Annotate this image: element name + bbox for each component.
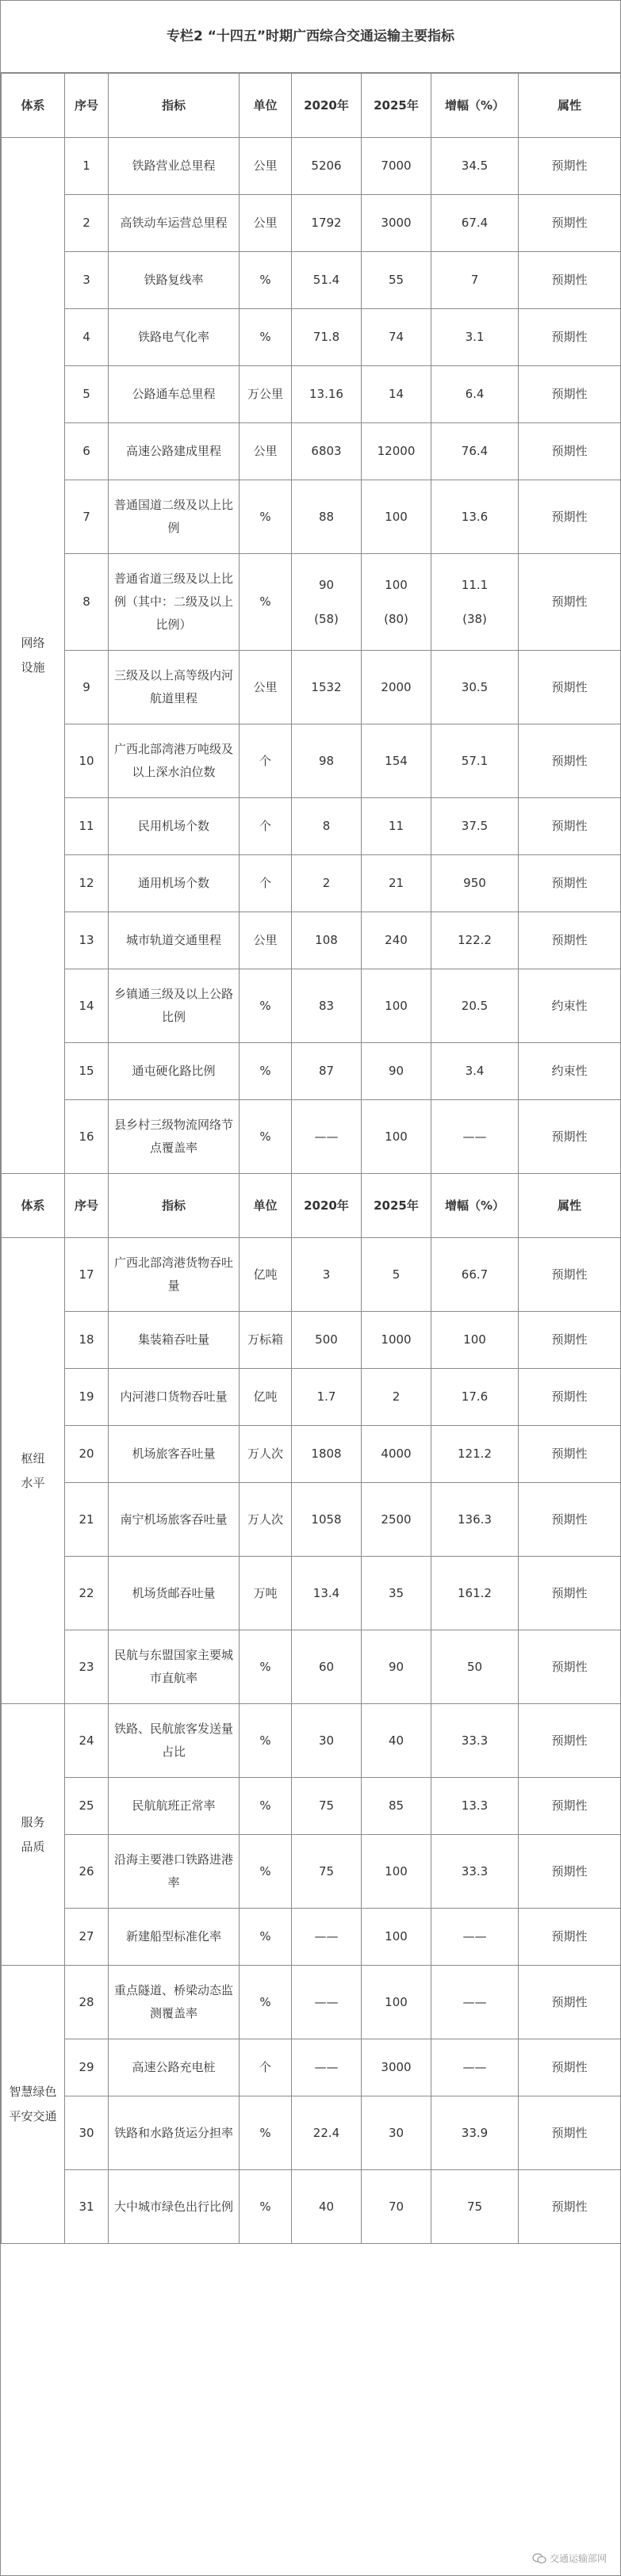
- column-header: 2025年: [362, 74, 431, 138]
- growth-percent: 3.1: [431, 309, 519, 366]
- category-label: 枢纽: [21, 1450, 45, 1466]
- indicator-attribute: 预期性: [519, 651, 621, 724]
- value-2020: 1792: [292, 195, 362, 252]
- category-cell: [2, 1238, 65, 1704]
- unit: 公里: [240, 195, 292, 252]
- unit: %: [240, 1630, 292, 1704]
- category-cell: [2, 1966, 65, 2244]
- value-2020: ——: [292, 2039, 362, 2096]
- indicator-name: 民用机场个数: [109, 798, 240, 855]
- value-2020: 98: [292, 724, 362, 798]
- value-2025: 74: [362, 309, 431, 366]
- table-row: [2, 1909, 621, 1966]
- watermark: [532, 2551, 607, 2565]
- indicator-attribute: 预期性: [519, 855, 621, 912]
- growth-percent: ——: [431, 2039, 519, 2096]
- row-number: 8: [65, 554, 109, 651]
- indicator-name: 大中城市绿色出行比例: [109, 2170, 240, 2244]
- value-2025: 30: [362, 2096, 431, 2170]
- category-label: 设施: [21, 660, 45, 675]
- indicator-attribute: 预期性: [519, 2170, 621, 2244]
- unit: 个: [240, 724, 292, 798]
- row-number: 30: [65, 2096, 109, 2170]
- category-label: 智慧绿色: [9, 2085, 57, 2099]
- value-2020: 60: [292, 1630, 362, 1704]
- growth-percent: 57.1: [431, 724, 519, 798]
- category-label: 水平: [21, 1475, 45, 1490]
- table-row: [2, 252, 621, 309]
- table-row: [2, 1778, 621, 1835]
- indicator-attribute: 预期性: [519, 1778, 621, 1835]
- value-2025: 3000: [362, 2039, 431, 2096]
- value-2025: 85: [362, 1778, 431, 1835]
- table-row: [2, 1312, 621, 1369]
- value-2025: 7000: [362, 138, 431, 195]
- row-number: 14: [65, 969, 109, 1043]
- indicator-attribute: 预期性: [519, 138, 621, 195]
- value-2025: 2500: [362, 1483, 431, 1557]
- row-number: 13: [65, 912, 109, 969]
- value-2025-line: (80): [384, 611, 408, 626]
- indicator-name: 铁路复线率: [109, 252, 240, 309]
- unit: %: [240, 2170, 292, 2244]
- row-number: 1: [65, 138, 109, 195]
- indicator-attribute: 预期性: [519, 309, 621, 366]
- growth-percent: 75: [431, 2170, 519, 2244]
- value-2020: 75: [292, 1778, 362, 1835]
- indicator-attribute: 预期性: [519, 366, 621, 423]
- unit: %: [240, 1043, 292, 1100]
- unit: %: [240, 252, 292, 309]
- indicator-attribute: 预期性: [519, 1426, 621, 1483]
- table-row: [2, 1966, 621, 2039]
- row-number: 16: [65, 1100, 109, 1174]
- growth-percent: 34.5: [431, 138, 519, 195]
- indicator-attribute: 预期性: [519, 423, 621, 480]
- indicator-name: 高速公路充电桩: [109, 2039, 240, 2096]
- value-2020: 500: [292, 1312, 362, 1369]
- row-number: 4: [65, 309, 109, 366]
- value-2025: 40: [362, 1704, 431, 1778]
- value-2020: 13.16: [292, 366, 362, 423]
- unit: 万标箱: [240, 1312, 292, 1369]
- indicator-name: 高速公路建成里程: [109, 423, 240, 480]
- indicator-table: [1, 73, 621, 2244]
- row-number: 9: [65, 651, 109, 724]
- unit: 个: [240, 798, 292, 855]
- growth-percent: 950: [431, 855, 519, 912]
- row-number: 31: [65, 2170, 109, 2244]
- value-2020: 6803: [292, 423, 362, 480]
- indicator-name: 机场旅客吞吐量: [109, 1426, 240, 1483]
- unit: 公里: [240, 138, 292, 195]
- indicator-attribute: 预期性: [519, 1704, 621, 1778]
- value-2020: 8: [292, 798, 362, 855]
- value-2020: 40: [292, 2170, 362, 2244]
- growth-percent: 161.2: [431, 1557, 519, 1630]
- chat-bubble-icon: [532, 2553, 546, 2564]
- table-row: [2, 1557, 621, 1630]
- value-2025: 2: [362, 1369, 431, 1426]
- indicator-name: 集装箱吞吐量: [109, 1312, 240, 1369]
- growth-percent-line: 11.1: [461, 577, 489, 592]
- unit: 公里: [240, 651, 292, 724]
- growth-percent: 122.2: [431, 912, 519, 969]
- indicator-attribute: 预期性: [519, 1312, 621, 1369]
- unit: 万吨: [240, 1557, 292, 1630]
- value-2025: 70: [362, 2170, 431, 2244]
- growth-percent: 33.3: [431, 1704, 519, 1778]
- indicator-attribute: 预期性: [519, 1557, 621, 1630]
- value-2020: 88: [292, 480, 362, 554]
- unit: 个: [240, 855, 292, 912]
- value-2025: 14: [362, 366, 431, 423]
- column-header: 体系: [2, 1174, 65, 1238]
- growth-percent: 13.6: [431, 480, 519, 554]
- value-2025: 100: [362, 1835, 431, 1909]
- table-row: [2, 1238, 621, 1312]
- indicator-name: 民航航班正常率: [109, 1778, 240, 1835]
- indicator-attribute: 预期性: [519, 912, 621, 969]
- row-number: 26: [65, 1835, 109, 1909]
- column-header: 增幅（%）: [431, 74, 519, 138]
- value-2025: 11: [362, 798, 431, 855]
- table-row: [2, 912, 621, 969]
- growth-percent: 6.4: [431, 366, 519, 423]
- value-2020: 5206: [292, 138, 362, 195]
- growth-percent: 121.2: [431, 1426, 519, 1483]
- row-number: 29: [65, 2039, 109, 2096]
- table-row: [2, 195, 621, 252]
- table-row: [2, 724, 621, 798]
- table-row: [2, 366, 621, 423]
- table-row: [2, 2039, 621, 2096]
- indicator-name: 普通省道三级及以上比例（其中：二级及以上比例）: [109, 554, 240, 651]
- growth-percent: [431, 554, 519, 651]
- value-2025: 35: [362, 1557, 431, 1630]
- row-number: 17: [65, 1238, 109, 1312]
- indicator-name: 县乡村三级物流网络节点覆盖率: [109, 1100, 240, 1174]
- table-row: [2, 969, 621, 1043]
- value-2025: 100: [362, 969, 431, 1043]
- column-header: 指标: [109, 74, 240, 138]
- indicator-attribute: 预期性: [519, 554, 621, 651]
- table-row: [2, 1100, 621, 1174]
- row-number: 27: [65, 1909, 109, 1966]
- growth-percent: 17.6: [431, 1369, 519, 1426]
- value-2020: 87: [292, 1043, 362, 1100]
- indicator-attribute: 预期性: [519, 1630, 621, 1704]
- table-row: [2, 423, 621, 480]
- table-row: [2, 855, 621, 912]
- growth-percent: 66.7: [431, 1238, 519, 1312]
- growth-percent: 3.4: [431, 1043, 519, 1100]
- value-2020: 1532: [292, 651, 362, 724]
- value-2025: 3000: [362, 195, 431, 252]
- indicator-attribute: 预期性: [519, 1238, 621, 1312]
- unit: 亿吨: [240, 1369, 292, 1426]
- value-2020: 1.7: [292, 1369, 362, 1426]
- growth-percent: 7: [431, 252, 519, 309]
- indicator-attribute: 预期性: [519, 195, 621, 252]
- value-2020-line: (58): [314, 611, 339, 626]
- category-label: 品质: [21, 1839, 45, 1854]
- value-2025: 240: [362, 912, 431, 969]
- row-number: 28: [65, 1966, 109, 2039]
- unit: %: [240, 1966, 292, 2039]
- indicator-name: 铁路和水路货运分担率: [109, 2096, 240, 2170]
- indicator-attribute: 预期性: [519, 1483, 621, 1557]
- table-row: [2, 1630, 621, 1704]
- row-number: 20: [65, 1426, 109, 1483]
- table-row: [2, 1043, 621, 1100]
- column-header: 序号: [65, 1174, 109, 1238]
- indicator-name: 机场货邮吞吐量: [109, 1557, 240, 1630]
- indicator-name: 沿海主要港口铁路进港率: [109, 1835, 240, 1909]
- unit: %: [240, 1778, 292, 1835]
- value-2020: ——: [292, 1100, 362, 1174]
- row-number: 22: [65, 1557, 109, 1630]
- unit: %: [240, 1100, 292, 1174]
- value-2020-line: 90: [318, 577, 335, 592]
- value-2025: 90: [362, 1043, 431, 1100]
- row-number: 24: [65, 1704, 109, 1778]
- indicator-name: 重点隧道、桥梁动态监测覆盖率: [109, 1966, 240, 2039]
- value-2020: 13.4: [292, 1557, 362, 1630]
- unit: %: [240, 554, 292, 651]
- indicator-name: 南宁机场旅客吞吐量: [109, 1483, 240, 1557]
- value-2020: ——: [292, 1909, 362, 1966]
- unit: 公里: [240, 423, 292, 480]
- column-header: 指标: [109, 1174, 240, 1238]
- row-number: 12: [65, 855, 109, 912]
- value-2020: 75: [292, 1835, 362, 1909]
- table-header-row: [2, 1174, 621, 1238]
- column-header: 单位: [240, 74, 292, 138]
- indicator-attribute: 预期性: [519, 1966, 621, 2039]
- column-header: 属性: [519, 74, 621, 138]
- growth-percent: 30.5: [431, 651, 519, 724]
- value-2025: 4000: [362, 1426, 431, 1483]
- value-2020: 108: [292, 912, 362, 969]
- unit: %: [240, 1704, 292, 1778]
- row-number: 23: [65, 1630, 109, 1704]
- unit: %: [240, 1909, 292, 1966]
- value-2020: 22.4: [292, 2096, 362, 2170]
- indicator-attribute: 预期性: [519, 252, 621, 309]
- indicator-attribute: 约束性: [519, 969, 621, 1043]
- indicator-name: 铁路、民航旅客发送量占比: [109, 1704, 240, 1778]
- growth-percent: 37.5: [431, 798, 519, 855]
- value-2025: [362, 554, 431, 651]
- indicator-name: 内河港口货物吞吐量: [109, 1369, 240, 1426]
- unit: 万人次: [240, 1483, 292, 1557]
- indicator-name: 民航与东盟国家主要城市直航率: [109, 1630, 240, 1704]
- value-2020: 30: [292, 1704, 362, 1778]
- indicator-attribute: 预期性: [519, 724, 621, 798]
- indicator-name: 公路通车总里程: [109, 366, 240, 423]
- table-title: 专栏2 “十四五”时期广西综合交通运输主要指标: [1, 1, 620, 73]
- growth-percent: 76.4: [431, 423, 519, 480]
- value-2020: [292, 554, 362, 651]
- category-label: 服务: [21, 1814, 45, 1829]
- category-cell: [2, 138, 65, 1174]
- growth-percent: 100: [431, 1312, 519, 1369]
- indicator-name: 三级及以上高等级内河航道里程: [109, 651, 240, 724]
- table-row: [2, 1426, 621, 1483]
- watermark-text: 交通运输部网: [549, 2553, 607, 2564]
- table-header-row: [2, 74, 621, 138]
- value-2020: 51.4: [292, 252, 362, 309]
- indicator-name: 铁路营业总里程: [109, 138, 240, 195]
- indicator-name: 通屯硬化路比例: [109, 1043, 240, 1100]
- table-row: [2, 1704, 621, 1778]
- row-number: 2: [65, 195, 109, 252]
- value-2025: 12000: [362, 423, 431, 480]
- value-2020: 83: [292, 969, 362, 1043]
- indicator-attribute: 预期性: [519, 798, 621, 855]
- indicator-attribute: 约束性: [519, 1043, 621, 1100]
- value-2025: 100: [362, 1966, 431, 2039]
- table-row: [2, 2170, 621, 2244]
- indicator-attribute: 预期性: [519, 1100, 621, 1174]
- value-2025: 5: [362, 1238, 431, 1312]
- growth-percent-line: (38): [462, 611, 487, 626]
- table-row: [2, 2096, 621, 2170]
- unit: %: [240, 480, 292, 554]
- unit: %: [240, 969, 292, 1043]
- row-number: 7: [65, 480, 109, 554]
- indicator-name: 普通国道二级及以上比例: [109, 480, 240, 554]
- value-2025-line: 100: [385, 577, 408, 592]
- row-number: 21: [65, 1483, 109, 1557]
- row-number: 25: [65, 1778, 109, 1835]
- row-number: 3: [65, 252, 109, 309]
- unit: 万人次: [240, 1426, 292, 1483]
- column-header: 增幅（%）: [431, 1174, 519, 1238]
- indicator-name: 通用机场个数: [109, 855, 240, 912]
- value-2025: 154: [362, 724, 431, 798]
- table-row: [2, 1369, 621, 1426]
- value-2025: 100: [362, 480, 431, 554]
- column-header: 2025年: [362, 1174, 431, 1238]
- value-2025: 1000: [362, 1312, 431, 1369]
- table-row: [2, 1483, 621, 1557]
- category-cell: [2, 1704, 65, 1966]
- row-number: 15: [65, 1043, 109, 1100]
- value-2025: 2000: [362, 651, 431, 724]
- indicator-name: 广西北部湾港货物吞吐量: [109, 1238, 240, 1312]
- unit: %: [240, 2096, 292, 2170]
- value-2025: 21: [362, 855, 431, 912]
- value-2020: 2: [292, 855, 362, 912]
- table-row: [2, 651, 621, 724]
- unit: 个: [240, 2039, 292, 2096]
- unit: %: [240, 309, 292, 366]
- indicator-name: 乡镇通三级及以上公路比例: [109, 969, 240, 1043]
- growth-percent: 33.9: [431, 2096, 519, 2170]
- growth-percent: ——: [431, 1100, 519, 1174]
- growth-percent: ——: [431, 1909, 519, 1966]
- row-number: 10: [65, 724, 109, 798]
- indicator-attribute: 预期性: [519, 1835, 621, 1909]
- column-header: 属性: [519, 1174, 621, 1238]
- indicator-name: 铁路电气化率: [109, 309, 240, 366]
- unit: 亿吨: [240, 1238, 292, 1312]
- value-2025: 55: [362, 252, 431, 309]
- table-row: [2, 798, 621, 855]
- indicator-attribute: 预期性: [519, 1369, 621, 1426]
- indicator-attribute: 预期性: [519, 2096, 621, 2170]
- row-number: 5: [65, 366, 109, 423]
- indicator-name: 城市轨道交通里程: [109, 912, 240, 969]
- growth-percent: ——: [431, 1966, 519, 2039]
- row-number: 11: [65, 798, 109, 855]
- row-number: 19: [65, 1369, 109, 1426]
- value-2020: ——: [292, 1966, 362, 2039]
- table-row: [2, 1835, 621, 1909]
- growth-percent: 67.4: [431, 195, 519, 252]
- growth-percent: 136.3: [431, 1483, 519, 1557]
- unit: %: [240, 1835, 292, 1909]
- growth-percent: 20.5: [431, 969, 519, 1043]
- indicator-attribute: 预期性: [519, 2039, 621, 2096]
- value-2020: 71.8: [292, 309, 362, 366]
- column-header: 体系: [2, 74, 65, 138]
- value-2025: 90: [362, 1630, 431, 1704]
- column-header: 2020年: [292, 1174, 362, 1238]
- value-2020: 1808: [292, 1426, 362, 1483]
- row-number: 18: [65, 1312, 109, 1369]
- indicator-name: 新建船型标准化率: [109, 1909, 240, 1966]
- unit: 万公里: [240, 366, 292, 423]
- value-2020: 1058: [292, 1483, 362, 1557]
- growth-percent: 50: [431, 1630, 519, 1704]
- value-2025: 100: [362, 1100, 431, 1174]
- indicator-attribute: 预期性: [519, 1909, 621, 1966]
- growth-percent: 33.3: [431, 1835, 519, 1909]
- indicator-attribute: 预期性: [519, 480, 621, 554]
- growth-percent: 13.3: [431, 1778, 519, 1835]
- row-number: 6: [65, 423, 109, 480]
- table-row: [2, 480, 621, 554]
- column-header: 序号: [65, 74, 109, 138]
- value-2020: 3: [292, 1238, 362, 1312]
- category-label: 网络: [21, 636, 45, 650]
- indicator-name: 高铁动车运营总里程: [109, 195, 240, 252]
- table-row: [2, 138, 621, 195]
- column-header: 单位: [240, 1174, 292, 1238]
- category-label: 平安交通: [9, 2109, 57, 2123]
- value-2025: 100: [362, 1909, 431, 1966]
- table-row: [2, 309, 621, 366]
- column-header: 2020年: [292, 74, 362, 138]
- indicator-name: 广西北部湾港万吨级及以上深水泊位数: [109, 724, 240, 798]
- table-row: [2, 554, 621, 651]
- unit: 公里: [240, 912, 292, 969]
